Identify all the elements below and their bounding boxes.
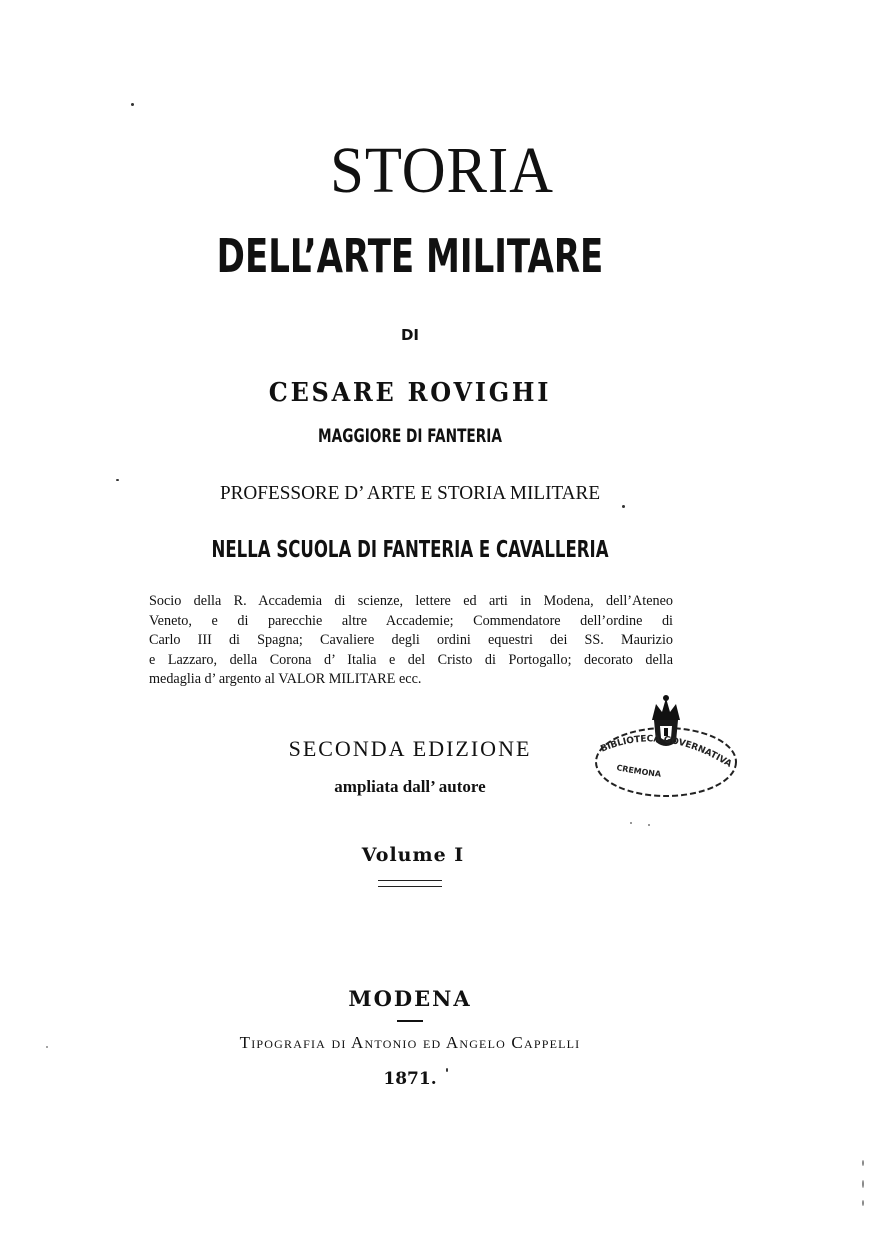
scan-speck: [622, 505, 625, 508]
volume-number: Volume I: [361, 844, 465, 866]
author-rank: MAGGIORE DI FANTERIA: [318, 425, 502, 447]
scan-speck: [630, 822, 632, 824]
imprint-printer: Tipografia di Antonio ed Angelo Cappelli: [239, 1033, 581, 1052]
bio-line: Veneto, e di parecchie altre Accademie; Commendatore dell’ordine di: [149, 612, 673, 629]
main-subtitle: DELL’ARTE MILITARE: [216, 229, 604, 283]
main-title: STORIA: [330, 134, 554, 207]
scan-speck: [131, 103, 134, 106]
scan-speck: [648, 824, 650, 826]
imprint-rule: [397, 1020, 423, 1022]
author-professorship: PROFESSORE D’ ARTE E STORIA MILITARE: [219, 482, 601, 504]
edition-note: ampliata dall’ autore: [334, 777, 486, 796]
library-stamp: [586, 690, 742, 804]
bio-line: medaglia d’ argento al VALOR MILITARE ecc.: [149, 671, 422, 687]
stamp-text-top: BIBLIOTECA GOVERNATIVA: [599, 734, 734, 770]
author-school: NELLA SCUOLA DI FANTERIA E CAVALLERIA: [211, 537, 609, 563]
bio-line: e Lazzaro, della Corona d’ Italia e del Cristo di Portogallo; decorato della: [149, 651, 673, 668]
scan-speck: [862, 1160, 864, 1166]
scan-speck: [446, 1068, 448, 1072]
author-name: CESARE ROVIGHI: [268, 378, 552, 408]
scan-speck: [116, 479, 119, 481]
imprint-year: 1871.: [383, 1069, 437, 1089]
ornamental-double-rule: [378, 880, 442, 887]
scan-speck: [862, 1180, 864, 1188]
bio-line: Socio della R. Accademia di scienze, lettere ed arti in Modena, dell’Ateneo: [149, 593, 673, 609]
scan-speck: [862, 1200, 864, 1206]
bio-line: Carlo III di Spagna; Cavaliere degli ordini equestri dei SS. Maurizio: [149, 632, 673, 648]
library-stamp-graphic: [586, 690, 742, 804]
stamp-text-bottom: CREMONA: [615, 763, 662, 779]
edition-label: SECONDA EDIZIONE: [288, 736, 532, 761]
byline-di: DI: [400, 326, 420, 344]
scan-speck: [46, 1046, 48, 1048]
author-biography: [149, 592, 673, 690]
imprint-city: MODENA: [348, 986, 472, 1011]
